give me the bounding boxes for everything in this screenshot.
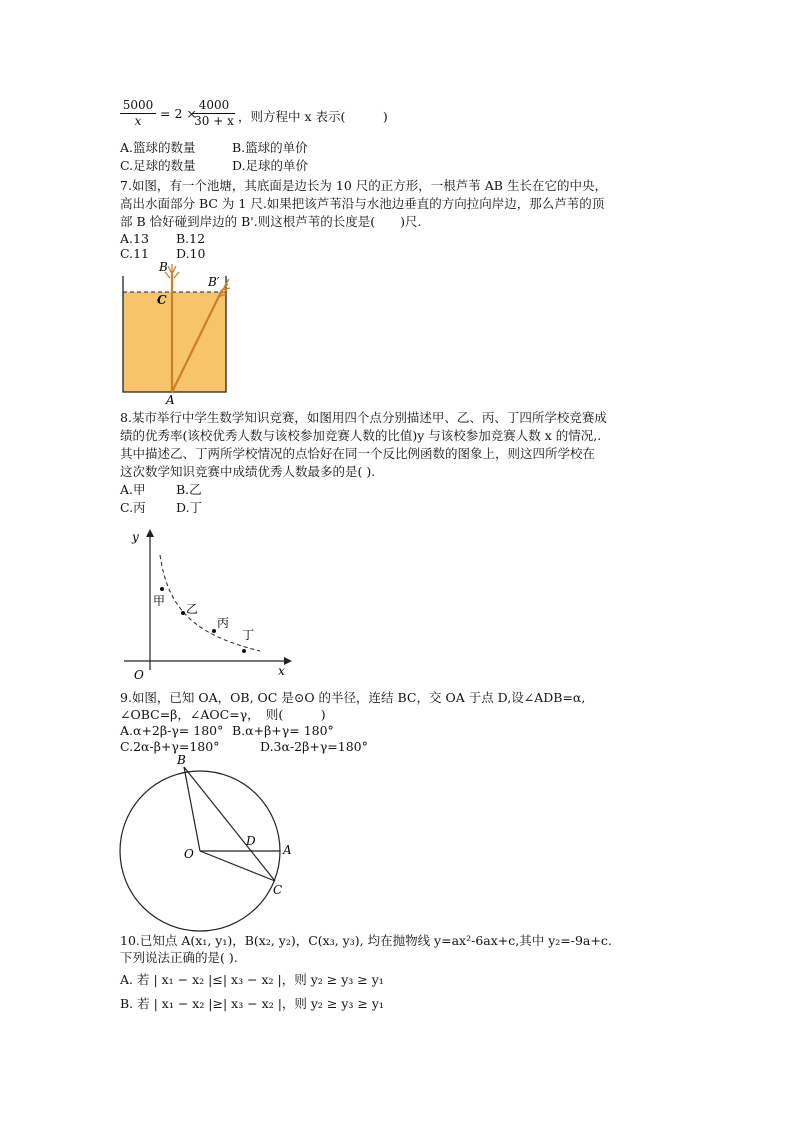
label-x-axis: x <box>278 664 285 678</box>
chord-bc <box>184 767 275 881</box>
point-yi <box>181 611 185 615</box>
q10-option-b: B. 若 | x₁ − x₂ |≥| x₃ − x₂ |，则 y₂ ≥ y₃ ≥ y₁ <box>120 996 384 1011</box>
q8-option-d: D.丁 <box>176 500 203 515</box>
frac1-numerator: 5000 <box>120 98 156 114</box>
q7-line-3: 部 B 恰好碰到岸边的 B'.则这根芦苇的长度是( )尺. <box>120 214 422 229</box>
label-d: D <box>246 834 256 848</box>
q6-option-b: B.篮球的单价 <box>232 140 308 155</box>
q9-line-1: 9.如图，已知 OA，OB, OC 是⊙O 的半径，连结 BC，交 OA 于点 D,设∠ADB=α, <box>120 690 586 705</box>
q6-option-a: A.篮球的数量 <box>120 140 196 155</box>
q8-line-4: 这次数学知识竞赛中成绩优秀人数最多的是( ). <box>120 464 376 479</box>
q7-option-d: D.10 <box>176 246 206 261</box>
label-b-prime: B′ <box>208 275 220 289</box>
label-c: C <box>273 883 283 897</box>
circle-geometry-diagram <box>118 752 308 932</box>
q10-line-1: 10.已知点 A(x₁, y₁)，B(x₂, y₂)，C(x₃, y₃), 均在抛物线 y=ax²-6ax+c,其中 y₂=-9a+c. <box>120 933 612 948</box>
q9-option-d: D.3α-2β+γ=180° <box>260 739 368 754</box>
label-c: C <box>157 293 167 307</box>
fraction-5000-over-x <box>120 98 156 129</box>
q8-line-2: 绩的优秀率(该校优秀人数与该校参加竞赛人数的比值)y 与该校参加竞赛人数 x 的情况,. <box>120 428 602 443</box>
q9-option-c: C.2α-β+γ=180° <box>120 739 220 754</box>
frac1-denominator: x <box>134 114 142 128</box>
label-a: A <box>283 843 292 857</box>
q7-line-2: 高出水面部分 BC 为 1 尺.如果把该芦苇沿与水池边垂直的方向拉向岸边，那么芦苇的顶 <box>120 196 605 211</box>
frac2-denominator: 30 + x <box>194 114 234 128</box>
q8-line-1: 8.某市举行中学生数学知识竞赛，如图用四个点分别描述甲、乙、丙、丁四所学校竞赛成 <box>120 410 607 425</box>
pond-water <box>123 292 226 392</box>
q6-stem: ，则方程中 x 表示( ) <box>238 109 388 124</box>
label-jia: 甲 <box>153 594 166 608</box>
x-axis-arrow <box>284 657 292 665</box>
label-b: B <box>177 753 186 767</box>
q8-line-3: 其中描述乙、丁两所学校情况的点恰好在同一个反比例函数的图象上，则这四所学校在 <box>120 446 596 461</box>
q7-option-b: B.12 <box>176 231 206 246</box>
q9-option-a: A.α+2β-γ= 180° <box>120 723 224 738</box>
label-a: A <box>166 393 175 407</box>
q9-option-b: B.α+β+γ= 180° <box>232 723 334 738</box>
q8-option-a: A.甲 <box>120 482 146 497</box>
q10-option-a: A. 若 | x₁ − x₂ |≤| x₃ − x₂ |，则 y₂ ≥ y₃ ≥ y₁ <box>120 972 384 987</box>
label-y-axis: y <box>132 530 139 544</box>
equation-middle: = 2 × <box>160 106 197 121</box>
label-bing: 丙 <box>217 616 230 630</box>
pond-reed-diagram <box>115 260 245 405</box>
q10-line-2: 下列说法正确的是( ). <box>120 950 238 965</box>
q9-line-2: ∠OBC=β，∠AOC=γ， 则( ) <box>120 707 326 722</box>
q8-option-c: C.丙 <box>120 500 146 515</box>
q6-option-c: C.足球的数量 <box>120 158 196 173</box>
q7-option-c: C.11 <box>120 246 149 261</box>
q7-line-1: 7.如图，有一个池塘，其底面是边长为 10 尺的正方形，一根芦苇 AB 生长在它的中央， <box>120 178 607 193</box>
inverse-proportion-graph <box>120 525 300 685</box>
q7-option-a: A.13 <box>120 231 149 246</box>
point-jia <box>160 587 164 591</box>
label-yi: 乙 <box>186 602 199 616</box>
point-bing <box>212 629 216 633</box>
radius-ob <box>184 767 200 851</box>
q6-option-d: D.足球的单价 <box>232 158 309 173</box>
frac2-numerator: 4000 <box>193 98 235 114</box>
label-b: B <box>159 260 168 274</box>
label-ding: 丁 <box>242 628 255 642</box>
label-origin: O <box>134 668 144 682</box>
label-o: O <box>184 847 194 861</box>
point-ding <box>242 649 246 653</box>
fraction-4000-over-30x <box>193 98 235 129</box>
q8-option-b: B.乙 <box>176 482 202 497</box>
y-axis-arrow <box>146 529 154 537</box>
